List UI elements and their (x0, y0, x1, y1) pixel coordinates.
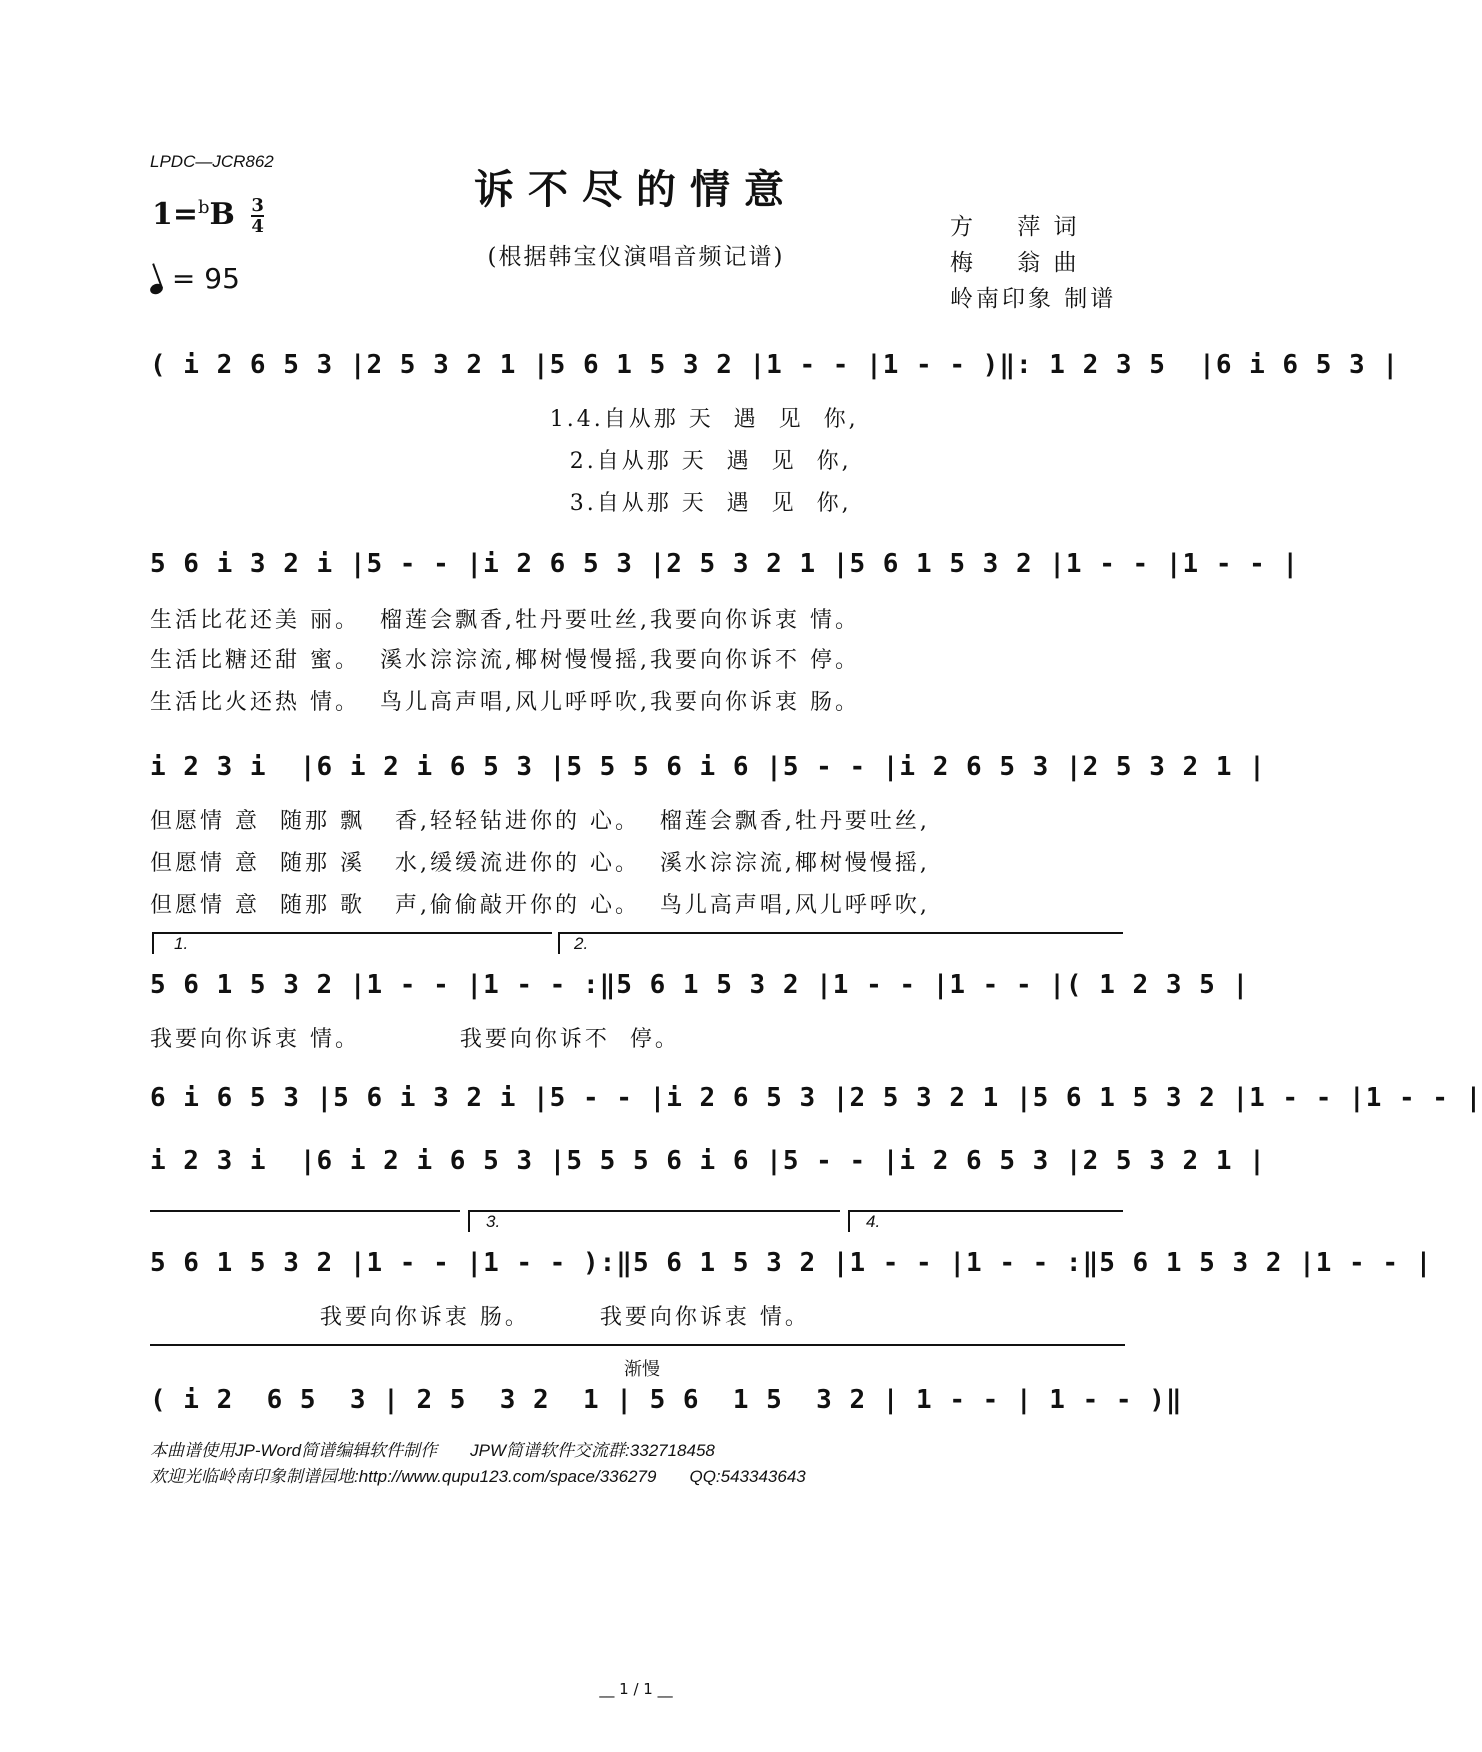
score-row-7: 5 6 1 5 3 2 |1 - - |1 - - ):‖5 6 1 5 3 2 |1 - - |1 - - :‖5 6 1 5 3 2 |1 - - | (150, 1248, 1433, 1278)
composer-credit: 梅 翁 曲 (950, 250, 1080, 276)
score-row-5: 6 i 6 5 3 |5 6 i 3 2 i |5 - - |i 2 6 5 3 |2 5 3 2 1 |5 6 1 5 3 2 |1 - - |1 - - | (150, 1083, 1482, 1113)
footer-website-note: 欢迎光临岭南印象制谱园地:http://www.qupu123.com/space/336279 QQ:543343643 (150, 1467, 806, 1486)
score-row-8: ( i 2 6 5 3 | 2 5 3 2 1 | 5 6 1 5 3 2 | 1 - - | 1 - - )‖ (150, 1385, 1183, 1415)
time-signature (251, 196, 264, 236)
score-row-4: 5 6 1 5 3 2 |1 - - |1 - - :‖5 6 1 5 3 2 |1 - - |1 - - |( 1 2 3 5 | (150, 970, 1250, 1000)
score-row-6: i 2 3 i |6 i 2 i 6 5 3 |5 5 5 6 i 6 |5 - - |i 2 6 5 3 |2 5 3 2 1 | (150, 1146, 1266, 1176)
volta-label-2: 2. (574, 934, 589, 953)
footer-software-note: 本曲谱使用JP-Word简谱编辑软件制作 JPW简谱软件交流群:332718458 (150, 1441, 715, 1460)
time-bottom: 4 (251, 216, 264, 237)
transcriber-credit: 岭南印象 制谱 (950, 286, 1117, 312)
song-title: 诉不尽的情意 (474, 166, 798, 213)
volta-bracket-4 (848, 1210, 1123, 1212)
coda-line (150, 1344, 1125, 1346)
lyric-row-2-verse-2: 生活比糖还甜 蜜。 溪水淙淙流,椰树慢慢摇,我要向你诉不 停。 (150, 648, 860, 673)
lyric-row-1-verse-1: 1.4.自从那 天 遇 见 你, (150, 407, 859, 432)
lyric-row-1-verse-2: 2.自从那 天 遇 见 你, (150, 449, 852, 474)
volta-bracket-3 (468, 1210, 840, 1212)
score-code: LPDC—JCR862 (150, 152, 274, 171)
tempo-marking (150, 262, 240, 295)
volta-label-1: 1. (174, 934, 189, 953)
score-row-1: ( i 2 6 5 3 |2 5 3 2 1 |5 6 1 5 3 2 |1 - - |1 - - )‖: 1 2 3 5 |6 i 6 5 3 | (150, 350, 1399, 380)
volta-bracket-1 (152, 932, 552, 934)
lyric-row-2-verse-3: 生活比火还热 情。 鸟儿高声唱,风儿呼呼吹,我要向你诉衷 肠。 (150, 690, 860, 715)
key-signature (152, 196, 264, 236)
ritardando-marking: 渐慢 (624, 1359, 660, 1380)
page-number: __ 1 / 1 __ (599, 1680, 673, 1698)
tempo-value: = 95 (171, 262, 240, 295)
lyric-row-7: 我要向你诉衷 肠。 我要向你诉衷 情。 (150, 1305, 810, 1330)
lyric-row-1-verse-3: 3.自从那 天 遇 见 你, (150, 491, 852, 516)
song-subtitle: (根据韩宝仪演唱音频记谱) (487, 244, 785, 270)
score-row-3: i 2 3 i |6 i 2 i 6 5 3 |5 5 5 6 i 6 |5 - - |i 2 6 5 3 |2 5 3 2 1 | (150, 752, 1266, 782)
volta-label-4: 4. (866, 1212, 881, 1231)
flat-sign: b (198, 197, 210, 218)
lyric-row-3-verse-2: 但愿情 意 随那 溪 水,缓缓流进你的 心。 溪水淙淙流,椰树慢慢摇, (150, 851, 930, 876)
score-row-2: 5 6 i 3 2 i |5 - - |i 2 6 5 3 |2 5 3 2 1 |5 6 1 5 3 2 |1 - - |1 - - | (150, 549, 1300, 579)
lyric-row-3-verse-3: 但愿情 意 随那 歌 声,偷偷敲开你的 心。 鸟儿高声唱,风儿呼呼吹, (150, 893, 930, 918)
lyric-row-4: 我要向你诉衷 情。 我要向你诉不 停。 (150, 1027, 680, 1052)
volta-bracket-2 (558, 932, 1123, 934)
lyric-row-2-verse-1: 生活比花还美 丽。 榴莲会飘香,牡丹要吐丝,我要向你诉衷 情。 (150, 608, 860, 633)
repeat-span-line (150, 1210, 460, 1212)
time-top: 3 (251, 195, 264, 216)
quarter-note-icon (149, 282, 165, 296)
key-prefix: 1= (152, 197, 199, 232)
lyric-row-3-verse-1: 但愿情 意 随那 飘 香,轻轻钻进你的 心。 榴莲会飘香,牡丹要吐丝, (150, 809, 930, 834)
volta-label-3: 3. (486, 1212, 501, 1231)
lyricist-credit: 方 萍 词 (950, 214, 1080, 240)
key-note: B (209, 197, 235, 232)
